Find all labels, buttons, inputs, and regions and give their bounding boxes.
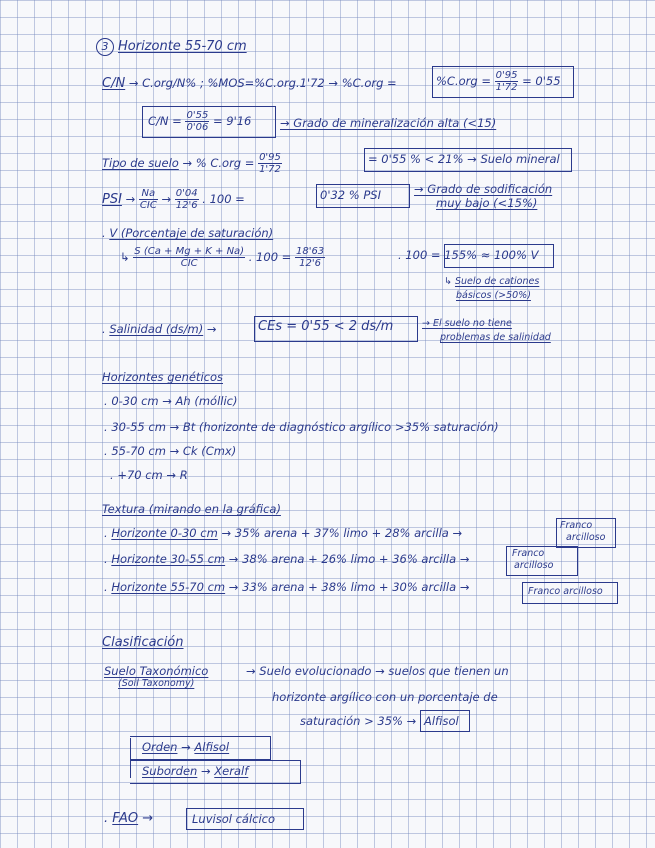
- salinidad-conclusion-2-text: problemas de salinidad: [440, 332, 551, 343]
- cn-ratio-den: 0'06: [186, 122, 209, 133]
- salinidad-conclusion-1-text: → El suelo no tiene: [422, 318, 512, 329]
- horizontes-title: [102, 370, 223, 384]
- section-number: 3: [96, 38, 114, 56]
- v-note-1-text: Suelo de cationes: [454, 276, 540, 287]
- horizonte-item: . 0-30 cm → Ah (móllic): [104, 394, 238, 408]
- psi-frac1-num: Na: [139, 188, 158, 200]
- textura-result-2: arcilloso: [566, 532, 606, 543]
- suelo-label-text: Suelo Taxonómico: [104, 664, 209, 678]
- cn-formula: → C.org/N% ; %MOS=%C.org.1'72 → %C.org =: [128, 76, 397, 90]
- horizonte-item-text: +70 cm → R: [117, 468, 188, 482]
- v-label-text: V (Porcentaje de saturación): [109, 226, 274, 240]
- cn-ratio: [148, 110, 251, 133]
- alfisol-result: Alfisol: [424, 714, 459, 728]
- cn-frac-den: 1'72: [495, 82, 518, 93]
- v-note-2-text: básicos (>50%): [456, 290, 531, 301]
- horizonte-item-text: 0-30 cm → Ah (móllic): [111, 394, 238, 408]
- psi-formula: . 100 =: [202, 192, 245, 206]
- v-note-2: [456, 290, 531, 301]
- textura-row-value: → 35% arena + 37% limo + 28% arcilla →: [221, 526, 463, 540]
- psi-result: 0'32 % PSI: [320, 188, 381, 202]
- psi-label: PSI: [102, 192, 122, 207]
- suelo-sub: [118, 678, 194, 689]
- suborden-line: Suborden → Xeralf: [142, 764, 249, 778]
- textura-title: [102, 502, 281, 516]
- textura-result: Franco: [560, 520, 593, 531]
- cn-ratio-num: 0'55: [186, 110, 209, 121]
- psi-frac1-den: CIC: [139, 200, 157, 211]
- cn-result: %C.org = $\frac{0'95}{1'72}$ = 0'55: [436, 70, 561, 93]
- psi-conclusion-1: [414, 182, 552, 196]
- textura-row: . Horizonte 55-70 cm → 33% arena + 38% limo + 30% arcilla →: [104, 580, 470, 594]
- tipo-formula: → % C.org =: [182, 156, 255, 170]
- psi-conclusion-2-text: muy bajo (<15%): [436, 196, 538, 210]
- fao-value: Luvisol cálcico: [192, 812, 276, 826]
- textura-row: . Horizonte 30-55 cm → 38% arena + 26% limo + 36% arcilla →: [104, 552, 470, 566]
- textura-row-value: → 33% arena + 38% limo + 30% arcilla →: [228, 580, 470, 594]
- cn-ratio-value: = 9'16: [212, 114, 252, 128]
- psi-frac2-den: 12'6: [175, 200, 198, 211]
- clasificacion-title-text: Clasificación: [102, 635, 184, 650]
- salinidad-result: CEs = 0'55 < 2 ds/m: [258, 319, 394, 334]
- clasificacion-title: [102, 636, 184, 650]
- horizonte-item: . 55-70 cm → Ck (Cmx): [104, 444, 237, 458]
- tipo-result: = 0'55 % < 21% → Suelo mineral: [368, 152, 560, 166]
- psi-fraction-1: [139, 188, 158, 211]
- cn-conclusion: [280, 116, 496, 130]
- psi-fraction-2: [175, 188, 199, 211]
- tipo-line: [102, 152, 282, 175]
- salinidad-conclusion-1: [422, 318, 512, 329]
- textura-result-2: arcilloso: [514, 560, 554, 571]
- textura-result: Franco: [512, 548, 545, 559]
- horizonte-item-text: 30-55 cm → Bt (horizonte de diagnóstico argílico >35% saturación): [111, 420, 499, 434]
- horizonte-item: . +70 cm → R: [110, 468, 188, 482]
- section-header: [96, 38, 247, 56]
- textura-row-label: Horizonte 55-70 cm: [111, 580, 226, 594]
- v-frac2-num: 18'63: [295, 246, 325, 257]
- v-result: . 100 = 155% ≈ 100% V: [398, 248, 539, 262]
- salinidad-label: Salinidad (ds/m): [109, 322, 204, 336]
- cn-frac-num: 0'95: [495, 70, 518, 81]
- tipo-fraction: [258, 152, 282, 175]
- cn-line: [102, 76, 397, 91]
- section-title: Horizonte 55-70 cm: [118, 39, 247, 54]
- horizonte-item-text: 55-70 cm → Ck (Cmx): [111, 444, 237, 458]
- cn-result-value: = 0'55: [522, 74, 561, 88]
- tipo-label: Tipo de suelo: [102, 156, 179, 170]
- textura-row: . Horizonte 0-30 cm → 35% arena + 37% limo + 28% arcilla →: [104, 526, 463, 540]
- orden-label: Orden: [142, 740, 178, 754]
- tipo-frac-num: 0'95: [259, 152, 281, 163]
- textura-title-text: Textura (mirando en la gráfica): [102, 502, 281, 516]
- cn-fraction: [495, 70, 519, 93]
- orden-value: Alfisol: [194, 740, 230, 754]
- salinidad-line: . Salinidad (ds/m) →: [102, 322, 217, 336]
- textura-row-value: → 38% arena + 26% limo + 36% arcilla →: [228, 552, 470, 566]
- cn-conclusion-text: → Grado de mineralización alta (<15): [280, 116, 497, 130]
- v-label: . V (Porcentaje de saturación): [102, 226, 274, 240]
- horizontes-title-text: Horizontes genéticos: [102, 370, 223, 384]
- tipo-frac-den: 1'72: [259, 164, 281, 175]
- v-frac2-den: 12'6: [299, 258, 321, 269]
- suborden-label: Suborden: [142, 764, 198, 778]
- suelo-label: [104, 664, 208, 678]
- fao-label: FAO: [112, 811, 139, 826]
- v-note-1: ↳ Suelo de cationes: [444, 276, 540, 287]
- clasificacion-desc-2: horizonte argílico con un porcentaje de: [272, 690, 498, 704]
- v-fraction-2: [295, 246, 325, 269]
- v-fraction-1: [133, 246, 245, 269]
- psi-conclusion-1-text: → Grado de sodificación: [414, 182, 553, 196]
- v-middle: . 100 =: [248, 250, 292, 264]
- textura-result: Franco arcilloso: [528, 586, 603, 597]
- textura-row-label: Horizonte 0-30 cm: [111, 526, 218, 540]
- psi-frac2-num: 0'04: [175, 188, 198, 199]
- v-frac1-den: CIC: [180, 258, 198, 269]
- orden-line: Orden → Alfisol: [142, 740, 230, 754]
- cn-ratio-label: C/N =: [148, 114, 182, 128]
- v-formula-line: ↳ $\frac{S (Ca + Mg + K + Na)}{\text{CIC}}$ . 100 = $\frac{18'63}{12'6}$: [120, 246, 325, 269]
- salinidad-conclusion-2: [440, 332, 551, 343]
- clasificacion-desc-3: saturación > 35% →: [300, 714, 417, 728]
- psi-line: PSI → $\frac{Na}{\text{CIC}}$ → $\frac{0'04}{12'6}$ . 100 =: [102, 188, 245, 211]
- textura-row-label: Horizonte 30-55 cm: [111, 552, 226, 566]
- v-frac1-num: S (Ca + Mg + K + Na): [134, 246, 245, 257]
- fao-line: . FAO →: [104, 811, 154, 826]
- horizonte-item: . 30-55 cm → Bt (horizonte de diagnóstico argílico >35% saturación): [104, 420, 499, 434]
- cn-label: C/N: [102, 76, 126, 91]
- clasificacion-desc-1: → Suelo evolucionado → suelos que tienen un: [246, 664, 509, 678]
- psi-conclusion-2: [436, 196, 537, 210]
- cn-ratio-fraction: [185, 110, 209, 133]
- suborden-value: Xeralf: [214, 764, 249, 778]
- suelo-sub-text: (Soil Taxonomy): [118, 678, 195, 689]
